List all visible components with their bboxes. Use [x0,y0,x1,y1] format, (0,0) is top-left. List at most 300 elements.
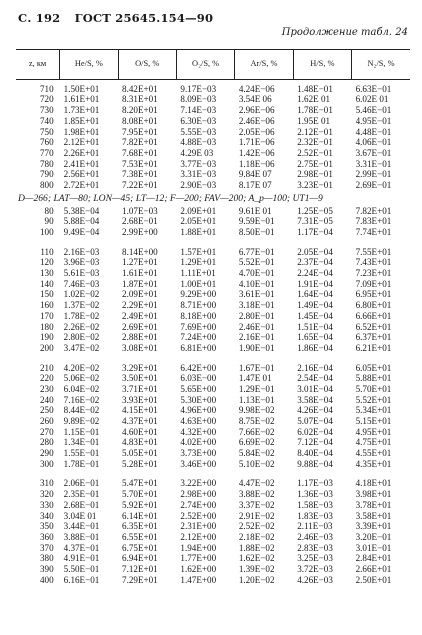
value-cell: 7.74E+01 [355,227,392,238]
value-cell: 1.42E−06 [238,148,275,158]
value-cell: 6.02E 01 [355,94,389,105]
value-cell: 7.82E+01 [355,205,392,216]
value-cell: 7.22E+01 [122,180,158,190]
value-cell: 3.39E+01 [355,521,392,532]
value-cell: 5.30E+00 [180,394,217,405]
altitude-cell: 130 [40,268,54,279]
altitude-cell: 80 [44,205,54,216]
value-cell: 3.22E+00 [180,478,217,489]
altitude-cell: 250 [40,405,54,416]
value-cell: 3.58E−04 [297,394,333,405]
value-cell: 4.70E−01 [238,268,275,279]
table-row [16,268,410,279]
value-cell: 8.44E−02 [63,405,100,416]
value-cell: 4.15E+01 [122,405,158,416]
table-row [16,159,410,170]
value-cell: 6.03E−00 [180,373,217,384]
value-cell: 1.87E+01 [122,279,158,289]
block-spacer [16,470,410,479]
value-cell: 1.48E−01 [297,84,333,94]
value-cell: 5.52E−01 [238,257,275,268]
value-cell: 5.47E+01 [122,478,158,489]
value-cell: 2.32E−01 [297,137,333,148]
value-cell: 8.75E−02 [238,416,275,427]
value-cell: 1.11E+01 [180,268,216,279]
column-header: O₂/S, % [176,50,234,80]
value-cell: 7.38E+01 [122,169,158,180]
value-cell: 7.82E+01 [122,137,158,148]
altitude-cell: 120 [40,257,54,268]
value-cell: 1.86E−04 [297,343,333,353]
value-cell: 9.17E−03 [180,84,217,94]
value-cell: 6.30E−03 [180,116,217,126]
value-cell: 1.88E+01 [180,227,217,238]
value-cell: 6.80E+01 [355,300,392,311]
value-cell: 1.71E−06 [238,137,275,148]
table-body [16,80,410,586]
altitude-cell: 340 [40,510,54,521]
value-cell: 8.14E+00 [122,246,158,257]
value-cell: 3.29E+01 [122,362,158,373]
value-cell: 1.39E−02 [238,564,275,574]
table-row [16,532,410,543]
value-cell: 5.70E+01 [355,384,392,394]
table-row [16,511,410,522]
value-cell: 2.91E−02 [238,510,275,521]
value-cell: 4.75E+01 [355,437,392,448]
table-row [16,95,410,106]
value-cell: 1.47E 01 [238,373,272,384]
value-cell: 1.78E−01 [63,459,100,469]
value-cell: 2.52E+00 [180,510,217,521]
value-cell: 5.65E+00 [180,384,217,394]
block-spacer [16,354,410,363]
value-cell: 2.29E+01 [122,300,158,311]
value-cell: 1.64E−04 [297,289,333,300]
value-cell: 3.50E+01 [122,373,158,384]
value-cell: 5.07E−04 [297,416,333,427]
value-cell: 2.09E+01 [180,205,217,216]
value-cell: 6.04E−02 [63,384,100,394]
value-cell: 3.01E−01 [355,542,392,553]
table-row [16,479,410,490]
value-cell: 7.53E+01 [122,158,158,169]
value-cell: 6.95E+01 [355,289,392,300]
altitude-cell: 110 [40,246,54,257]
table-row [16,116,410,127]
value-cell: 4.60E+01 [122,426,158,437]
table-row [16,489,410,500]
value-cell: 1.62E 01 [297,94,331,105]
value-cell: 3.93E+01 [122,394,158,405]
value-cell: 5.70E+01 [122,489,158,500]
standard-code: ГОСТ 25645.154—90 [74,11,214,25]
table-continuation-label: Продолжение табл. 24 [281,27,408,38]
value-cell: 8.50E−01 [238,227,275,238]
value-cell: 7.83E+01 [355,216,392,227]
value-cell: 5.92E+01 [122,500,158,510]
table-row [16,343,410,354]
value-cell: 3.58E+01 [355,510,392,521]
value-cell: 3.20E−01 [355,532,392,542]
value-cell: 4.35E+01 [355,459,392,469]
value-cell: 1.34E−01 [63,437,100,448]
value-cell: 7.09E+01 [355,279,392,289]
value-cell: 3.04E 01 [63,510,97,521]
value-cell: 3.46E+00 [180,459,217,469]
altitude-cell: 240 [40,394,54,405]
value-cell: 6.75E+01 [122,542,158,553]
altitude-cell: 190 [40,332,54,343]
value-cell: 1.00E+01 [180,279,217,289]
value-cell: 2.98E+00 [180,489,217,500]
altitude-cell: 800 [40,180,54,190]
value-cell: 2.99E−01 [355,169,392,180]
value-cell: 2.68E−01 [63,500,100,510]
value-cell: 2.46E−01 [238,321,275,332]
conditions-row [16,191,410,206]
value-cell: 7.29E+01 [122,574,158,585]
value-cell: 4.83E+01 [122,437,158,448]
value-cell: 5.52E+01 [355,394,392,405]
altitude-cell: 710 [40,84,54,94]
table-row [16,332,410,343]
value-cell: 5.55E−03 [180,126,217,137]
value-cell: 1.55E−01 [63,448,100,459]
value-cell: 8.31E+01 [122,94,158,105]
value-cell: 3.88E−02 [238,489,275,500]
value-cell: 5.34E+01 [355,405,392,416]
value-cell: 3.08E+01 [122,343,158,353]
column-header: O/S, % [118,50,176,80]
value-cell: 3.78E+01 [355,500,392,510]
value-cell: 3.25E−03 [297,553,333,564]
table-row [16,395,410,406]
value-cell: 7.24E+00 [180,332,217,343]
value-cell: 8.42E+01 [122,84,158,94]
table-row [16,459,410,470]
value-cell: 2.12E−01 [297,126,333,137]
column-header: He/S, % [60,50,118,80]
value-cell: 7.43E+01 [355,257,392,268]
altitude-cell: 380 [40,553,54,564]
table-row [16,416,410,427]
value-cell: 7.16E−02 [63,394,100,405]
value-cell: 7.23E+01 [355,268,392,279]
column-header: H/S, % [293,50,351,80]
altitude-cell: 300 [40,459,54,469]
value-cell: 9.84E 07 [238,169,272,180]
value-cell: 1.83E−03 [297,510,333,521]
value-cell: 7.12E+01 [122,564,158,574]
value-cell: 1.78E−01 [297,105,333,116]
value-cell: 3.88E−01 [63,532,100,542]
table-row [16,290,410,301]
value-cell: 2.16E−03 [63,246,100,257]
value-cell: 6.05E+01 [355,362,392,373]
altitude-cell: 200 [40,343,54,353]
value-cell: 9.29E+00 [180,289,217,300]
value-cell: 4.02E+00 [180,437,217,448]
table-row [16,300,410,311]
value-cell: 2.05E+01 [180,216,217,227]
value-cell: 5.84E−02 [238,448,275,459]
table-row [16,521,410,532]
value-cell: 2.72E+01 [63,180,100,190]
table-row [16,406,410,417]
value-cell: 9.59E−01 [238,216,275,227]
value-cell: 3.73E+00 [180,448,217,459]
value-cell: 2.05E−04 [297,246,333,257]
table-header-row [16,50,410,80]
value-cell: 1.62E−02 [238,553,275,564]
value-cell: 2.66E+01 [355,564,392,574]
value-cell: 3.71E+01 [122,384,158,394]
value-cell: 2.46E−06 [238,116,275,126]
value-cell: 1.45E−04 [297,311,333,321]
table-row [16,247,410,258]
value-cell: 5.15E+01 [355,416,392,427]
table-row [16,500,410,511]
value-cell: 8.71E+00 [180,300,217,311]
altitude-cell: 390 [40,564,54,574]
value-cell: 5.61E−03 [63,268,100,279]
value-cell: 1.47E+00 [180,574,217,585]
value-cell: 2.96E−06 [238,105,275,116]
altitude-cell: 790 [40,169,54,180]
value-cell: 2.11E−03 [297,521,333,532]
value-cell: 2.46E−03 [297,532,333,542]
value-cell: 5.06E−02 [63,373,100,384]
altitude-cell: 750 [40,126,54,137]
value-cell: 2.06E−01 [63,478,100,489]
value-cell: 2.68E−01 [122,216,158,227]
value-cell: 3.54E 06 [238,94,272,105]
value-cell: 9.89E−02 [63,416,100,427]
value-cell: 6.77E−01 [238,246,275,257]
table-row [16,127,410,138]
value-cell: 3.31E−01 [355,158,392,169]
altitude-cell: 150 [40,289,54,300]
altitude-cell: 360 [40,532,54,542]
value-cell: 1.65E−04 [297,332,333,343]
value-cell: 2.56E+01 [63,169,100,180]
value-cell: 7.14E−03 [180,105,217,116]
altitude-cell: 280 [40,437,54,448]
value-cell: 8.20E+01 [122,105,158,116]
value-cell: 6.69E−02 [238,437,275,448]
value-cell: 6.16E−01 [63,574,100,585]
value-cell: 2.52E−01 [297,148,333,158]
value-cell: 4.37E+01 [122,416,158,427]
value-cell: 1.85E+01 [63,116,100,126]
value-cell: 5.28E+01 [122,459,158,469]
value-cell: 2.26E+01 [63,148,100,158]
value-cell: 4.10E−01 [238,279,275,289]
altitude-cell: 780 [40,158,54,169]
value-cell: 4.47E−02 [238,478,275,489]
value-cell: 3.47E−02 [63,343,100,353]
value-cell: 4.26E−04 [297,405,333,416]
value-cell: 4.96E+00 [180,405,217,416]
value-cell: 4.29E 03 [180,148,214,158]
value-cell: 3.72E−03 [297,564,333,574]
value-cell: 1.07E−03 [122,205,158,216]
value-cell: 2.50E+01 [355,574,392,585]
value-cell: 2.54E−04 [297,373,333,384]
value-cell: 4.48E−01 [355,126,392,137]
value-cell: 8.09E−03 [180,94,217,105]
value-cell: 2.24E−04 [297,268,333,279]
value-cell: 9.98E−02 [238,405,275,416]
value-cell: 2.84E+01 [355,553,392,564]
value-cell: 2.74E+00 [180,500,217,510]
altitude-cell: 320 [40,489,54,500]
table-row [16,105,410,116]
value-cell: 1.90E−01 [238,343,275,353]
value-cell: 9.88E−04 [297,459,333,469]
value-cell: 8.08E+01 [122,116,158,126]
value-cell: 1.61E+01 [122,268,158,279]
value-cell: 1.02E−02 [63,289,100,300]
value-cell: 5.88E+01 [355,373,392,384]
value-cell: 5.10E−02 [238,459,275,469]
value-cell: 1.67E−01 [238,362,275,373]
altitude-cell: 330 [40,500,54,510]
value-cell: 5.05E+01 [122,448,158,459]
value-cell: 9.61E 01 [238,205,272,216]
value-cell: 2.37E−04 [297,257,333,268]
table-row [16,84,410,95]
altitude-cell: 90 [44,216,54,227]
table-row [16,227,410,238]
value-cell: 4.32E+00 [180,426,217,437]
altitude-cell: 760 [40,137,54,148]
value-cell: 1.57E+01 [180,246,217,257]
altitude-cell: 350 [40,521,54,532]
table-row [16,564,410,575]
value-cell: 1.78E−02 [63,311,100,321]
value-cell: 1.95E 01 [297,116,331,126]
value-cell: 6.42E+00 [180,362,217,373]
value-cell: 4.26E−03 [297,574,333,585]
table-row [16,448,410,459]
value-cell: 2.99E+00 [122,227,158,238]
value-cell: 2.98E−01 [297,169,333,180]
value-cell: 4.37E−01 [63,542,100,553]
value-cell: 1.13E−01 [238,394,275,405]
value-cell: 8.40E−04 [297,448,333,459]
value-cell: 4.91E−01 [63,553,100,564]
value-cell: 1.88E−02 [238,542,275,553]
value-cell: 1.17E−04 [297,227,333,238]
altitude-cell: 230 [40,384,54,394]
value-cell: 5.46E−01 [355,105,392,116]
value-cell: 5.38E−04 [63,205,100,216]
altitude-cell: 100 [40,227,54,238]
table-row [16,180,410,191]
table-row [16,554,410,565]
value-cell: 2.83E−03 [297,542,333,553]
value-cell: 1.15E−01 [63,426,100,437]
value-cell: 6.35E+01 [122,521,158,532]
value-cell: 1.49E−04 [297,300,333,311]
altitude-cell: 210 [40,362,54,373]
table-row [16,258,410,269]
value-cell: 1.37E−02 [63,300,100,311]
value-cell: 9.49E−04 [63,227,100,238]
table-row [16,438,410,449]
value-cell: 2.35E−01 [63,489,100,500]
value-cell: 6.55E+01 [122,532,158,542]
altitude-cell: 370 [40,542,54,553]
table-row [16,311,410,322]
value-cell: 1.20E−02 [238,574,275,585]
table-row [16,137,410,148]
altitude-cell: 310 [40,478,54,489]
value-cell: 2.52E−02 [238,521,275,532]
value-cell: 6.52E+01 [355,321,392,332]
value-cell: 1.58E−03 [297,500,333,510]
value-cell: 6.02E−04 [297,426,333,437]
table-row [16,170,410,181]
value-cell: 3.01E−04 [297,384,333,394]
atmosphere-composition-table [16,49,410,586]
value-cell: 2.05E−06 [238,126,275,137]
value-cell: 8.18E+00 [180,311,217,321]
value-cell: 2.18E−02 [238,532,275,542]
page-number: С. 192 [18,11,61,25]
value-cell: 6.37E+01 [355,332,392,343]
altitude-cell: 730 [40,105,54,116]
value-cell: 1.51E−04 [297,321,333,332]
value-cell: 6.94E+01 [122,553,158,564]
value-cell: 3.98E+01 [355,489,392,500]
value-cell: 1.94E+00 [180,542,217,553]
table-row [16,279,410,290]
value-cell: 2.88E+01 [122,332,158,343]
value-cell: 2.69E+01 [122,321,158,332]
value-cell: 1.73E+01 [63,105,100,116]
table-row [16,363,410,374]
value-cell: 3.18E−01 [238,300,275,311]
altitude-cell: 290 [40,448,54,459]
value-cell: 7.68E+01 [122,148,158,158]
altitude-cell: 170 [40,311,54,321]
table-row [16,322,410,333]
value-cell: 1.50E+01 [63,84,100,94]
altitude-cell: 260 [40,416,54,427]
value-cell: 7.31E−05 [297,216,333,227]
value-cell: 4.55E+01 [355,448,392,459]
value-cell: 3.44E−01 [63,521,100,532]
table-row [16,384,410,395]
value-cell: 1.77E+00 [180,553,217,564]
value-cell: 6.66E+01 [355,311,392,321]
table-row [16,575,410,586]
value-cell: 1.17E−03 [297,478,333,489]
value-cell: 7.69E+00 [180,321,217,332]
value-cell: 5.88E−04 [63,216,100,227]
value-cell: 4.20E−02 [63,362,100,373]
value-cell: 4.06E−01 [355,137,392,148]
value-cell: 2.69E−01 [355,180,392,190]
value-cell: 1.62E+00 [180,564,217,574]
value-cell: 6.14E+01 [122,510,158,521]
value-cell: 2.49E+01 [122,311,158,321]
altitude-cell: 220 [40,373,54,384]
value-cell: 3.61E−01 [238,289,275,300]
